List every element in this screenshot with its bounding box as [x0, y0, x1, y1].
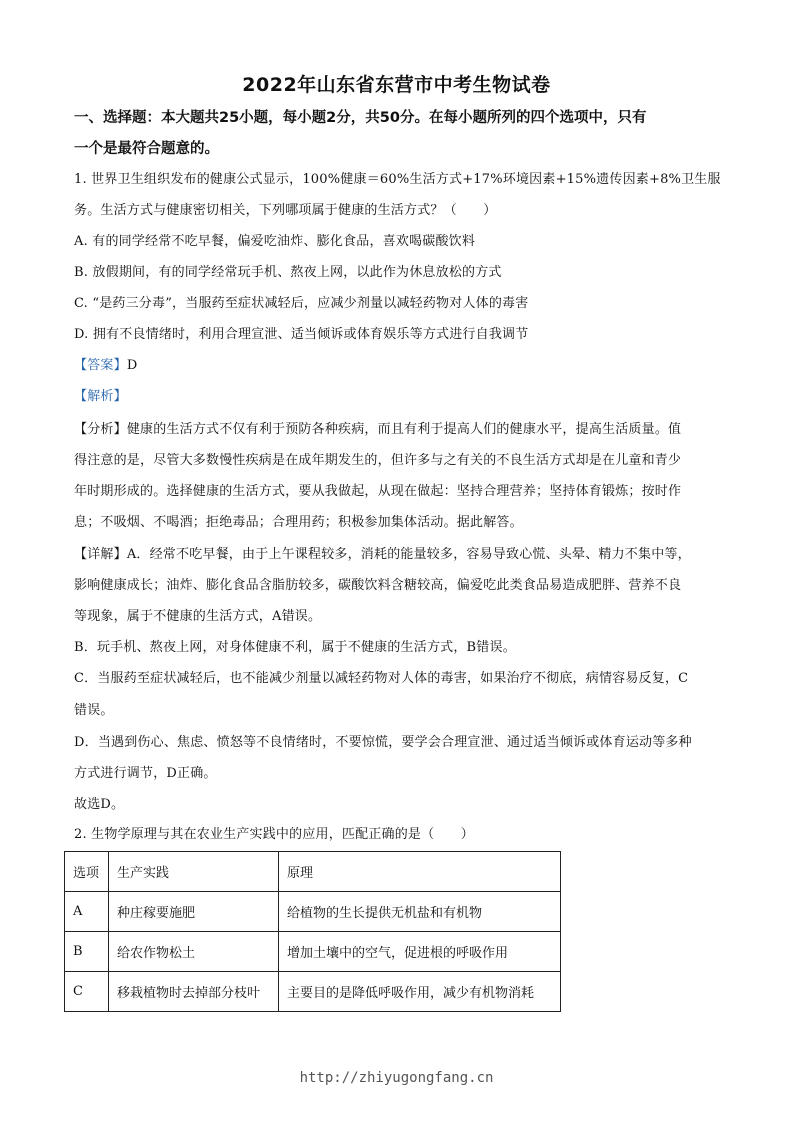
answer-tag: 【答案】	[74, 358, 127, 373]
xiangjie-text: A．经常不吃早餐，由于上午课程较多，消耗的能量较多，容易导致心慌、头晕、精力不集中等，	[126, 547, 691, 562]
q1-xiangjie-line-1	[74, 545, 734, 565]
table-cell: 种庄稼要施肥	[109, 892, 279, 932]
table-cell: 给植物的生长提供无机盐和有机物	[279, 892, 561, 932]
analysis-tag: 【解析】	[74, 389, 127, 404]
table-cell: 给农作物松土	[109, 932, 279, 972]
q2-stem: 2. 生物学原理与其在农业生产实践中的应用，匹配正确的是（ ）	[74, 827, 474, 842]
table-row	[65, 932, 561, 972]
q1-xiangjie-line-7: D．当遇到伤心、焦虑、愤怒等不良情绪时，不要惊慌，要学会合理宣泄、通过适当倾诉或体育运动等多种	[74, 735, 692, 750]
table-cell: C	[65, 972, 109, 1012]
q1-option-a: A. 有的同学经常不吃早餐，偏爱吃油炸、膨化食品，喜欢喝碳酸饮料	[74, 234, 476, 249]
answer-value: D	[126, 358, 138, 373]
section-heading-line-2: 一个是最符合题意的。	[74, 141, 219, 157]
table-header-cell: 生产实践	[109, 852, 279, 892]
q1-xiangjie-line-4: B．玩手机、熬夜上网，对身体健康不利，属于不健康的生活方式，B错误。	[74, 640, 516, 655]
q2-table	[64, 851, 561, 1012]
table-cell: A	[65, 892, 109, 932]
table-row	[65, 892, 561, 932]
q1-option-c: C. “是药三分毒”，当服药至症状减轻后，应减少剂量以减轻药物对人体的毒害	[74, 296, 529, 311]
q1-stem-line-2: 务。生活方式与健康密切相关，下列哪项属于健康的生活方式？（ ）	[74, 203, 497, 218]
q1-fenxi-line-4: 息；不吸烟、不喝酒；拒绝毒品；合理用药；积极参加集体活动。据此解答。	[74, 515, 523, 530]
footer-url: http://zhiyugongfang.cn	[299, 1070, 494, 1086]
table-row	[65, 972, 561, 1012]
fenxi-tag: 【分析】	[74, 422, 127, 437]
q1-xiangjie-line-8: 方式进行调节，D正确。	[74, 766, 217, 781]
table-header-cell: 原理	[279, 852, 561, 892]
page-title: 2022年山东省东营市中考生物试卷	[242, 74, 551, 96]
q1-analysis-label	[74, 387, 734, 407]
q1-stem-line-1: 1. 世界卫生组织发布的健康公式显示，100%健康＝60%生活方式+17%环境因素+15%遗传因素+8%卫生服	[74, 172, 721, 187]
table-cell: 主要目的是降低呼吸作用，减少有机物消耗	[279, 972, 561, 1012]
table-header-cell: 选项	[65, 852, 109, 892]
q1-option-d: D. 拥有不良情绪时，利用合理宣泄、适当倾诉或体育娱乐等方式进行自我调节	[74, 327, 529, 342]
q1-fenxi-line-2: 得注意的是，尽管大多数慢性疾病是在成年期发生的，但许多与之有关的不良生活方式却是在儿童和青少	[74, 453, 682, 468]
q1-xiangjie-line-5: C．当服药至症状减轻后，也不能减少剂量以减轻药物对人体的毒害，如果治疗不彻底，病情容易反复，C	[74, 671, 689, 686]
table-cell: 增加土壤中的空气，促进根的呼吸作用	[279, 932, 561, 972]
q1-fenxi-line-3: 年时期形成的。选择健康的生活方式，要从我做起，从现在做起：坚持合理营养；坚持体育锻炼；按时作	[74, 484, 682, 499]
table-cell: 移栽植物时去掉部分枝叶	[109, 972, 279, 1012]
q1-fenxi-line-1	[74, 420, 734, 440]
table-header-row	[65, 852, 561, 892]
q1-xiangjie-line-9: 故选D。	[74, 797, 125, 812]
q1-option-b: B. 放假期间，有的同学经常玩手机、熬夜上网，以此作为休息放松的方式	[74, 265, 502, 280]
q1-xiangjie-line-6: 错误。	[74, 703, 114, 718]
q1-answer	[74, 356, 734, 376]
section-heading-line-1: 一、选择题：本大题共25小题，每小题2分，共50分。在每小题所列的四个选项中，只有	[74, 110, 647, 126]
table-cell: B	[65, 932, 109, 972]
q1-xiangjie-line-2: 影响健康成长；油炸、膨化食品含脂肪较多，碳酸饮料含糖较高，偏爱吃此类食品易造成肥胖、营养不良	[74, 578, 682, 593]
q1-xiangjie-line-3: 等现象，属于不健康的生活方式，A错误。	[74, 609, 322, 624]
xiangjie-tag: 【详解】	[74, 547, 127, 562]
fenxi-text: 健康的生活方式不仅有利于预防各种疾病，而且有利于提高人们的健康水平，提高生活质量。值	[126, 422, 682, 437]
